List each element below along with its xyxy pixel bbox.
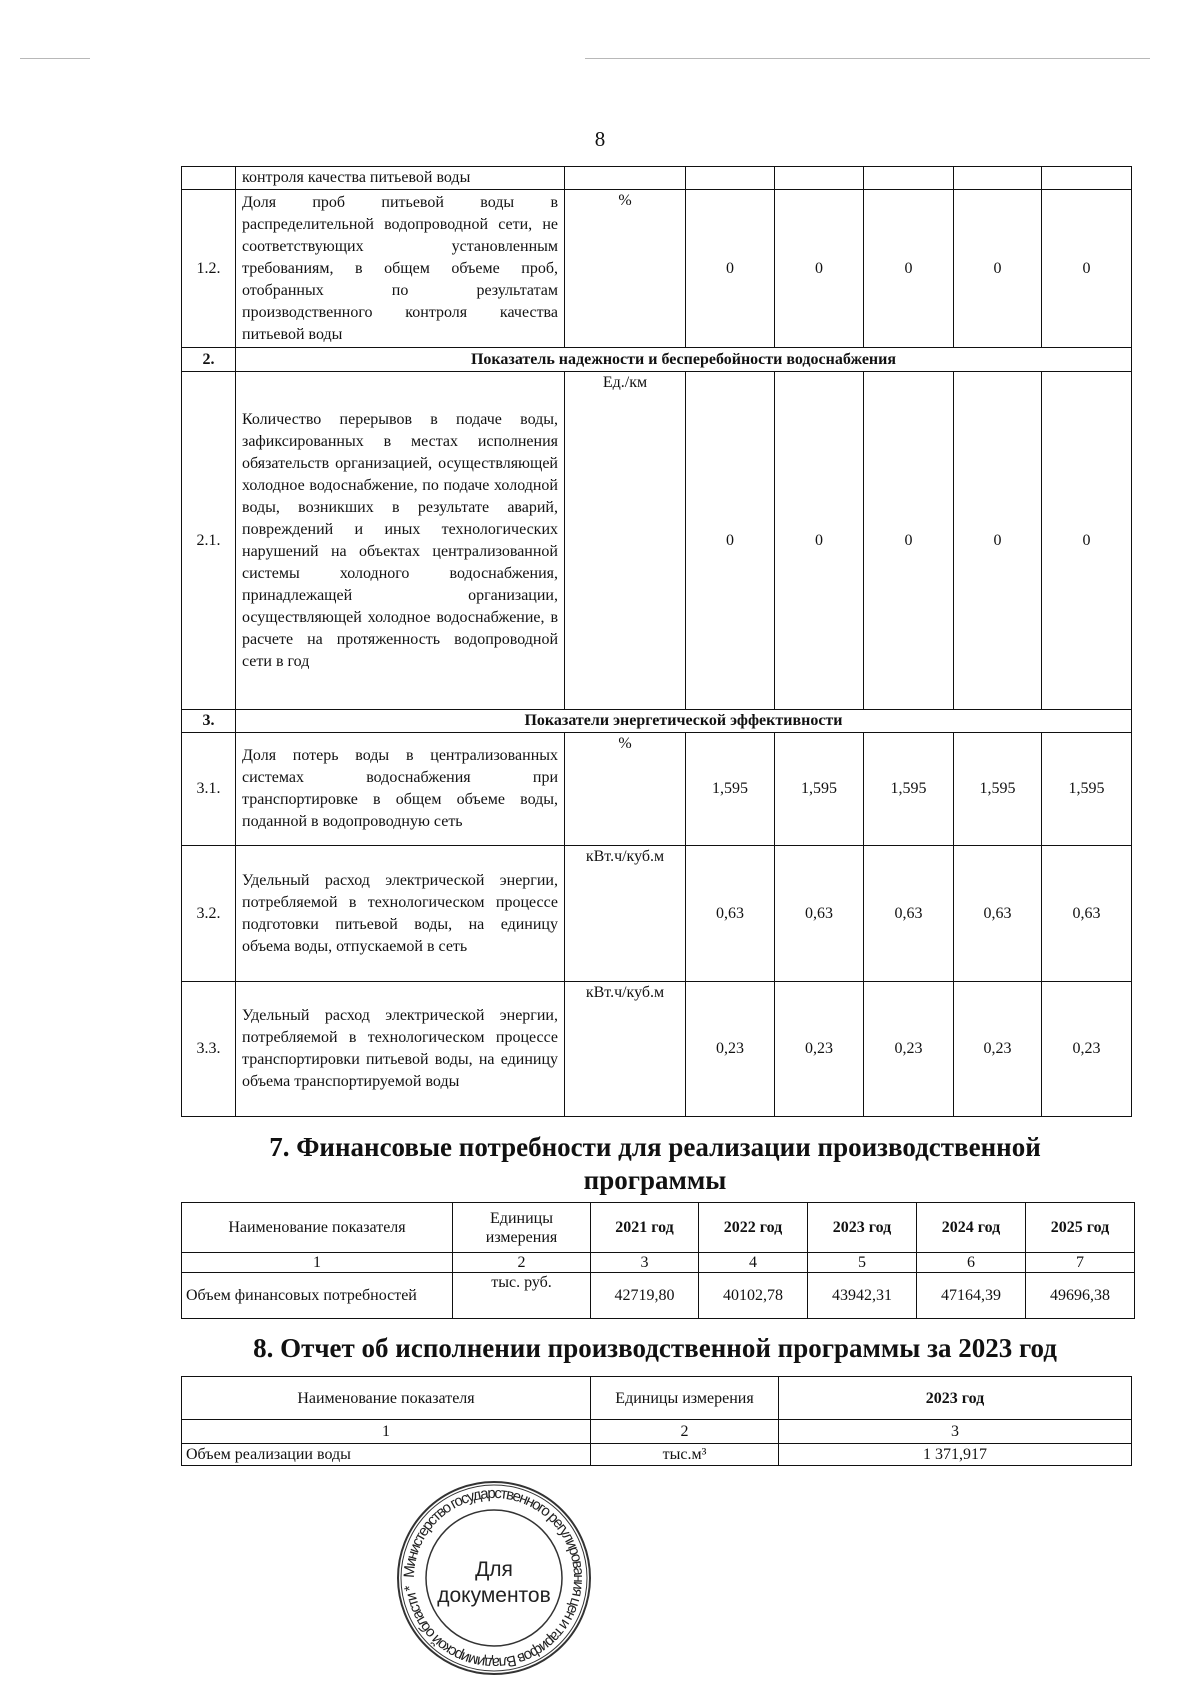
unit: %	[565, 190, 686, 348]
scan-artifact	[585, 58, 1150, 59]
value-cell: 0,23	[954, 982, 1042, 1117]
value-cell: 0	[954, 190, 1042, 348]
value-cell	[686, 167, 775, 190]
stamp-ring-text: Министерство государственного регулирования цен и тарифов Владимирской области *	[400, 1484, 588, 1672]
section-title: Показатель надежности и бесперебойности водоснабжения	[236, 348, 1132, 372]
indicator-description: контроля качества питьевой воды	[236, 167, 565, 190]
header-2024: 2024 год	[917, 1203, 1026, 1253]
value-cell: 0	[686, 372, 775, 710]
value-cell: 0	[686, 190, 775, 348]
section-row	[182, 710, 1132, 733]
table-row	[182, 167, 1132, 190]
value-cell: 0,63	[686, 846, 775, 982]
value-cell: 1,595	[1042, 733, 1132, 846]
unit: кВт.ч/куб.м	[565, 846, 686, 982]
table-row	[182, 846, 1132, 982]
value-cell: 1,595	[686, 733, 775, 846]
program-report-table	[181, 1376, 1132, 1466]
value-cell: 0	[864, 372, 954, 710]
value-cell: 0,63	[1042, 846, 1132, 982]
value-cell: 0,63	[775, 846, 864, 982]
value-cell: 0	[954, 372, 1042, 710]
indicator-description: Доля потерь воды в централизованных системах водоснабжения при транспортировке в общем объеме воды, поданной в водопроводную сеть	[236, 733, 565, 846]
row-number: 1.2.	[182, 190, 236, 348]
header-name: Наименование показателя	[182, 1203, 453, 1253]
value-cell	[954, 167, 1042, 190]
col-number: 1	[182, 1253, 453, 1273]
unit: Ед./км	[565, 372, 686, 710]
table-row	[182, 190, 1132, 348]
value-2023: 1 371,917	[779, 1444, 1132, 1466]
unit: кВт.ч/куб.м	[565, 982, 686, 1117]
financial-needs-table	[181, 1202, 1135, 1319]
row-number: 2.1.	[182, 372, 236, 710]
header-2022: 2022 год	[699, 1203, 808, 1253]
section-7-title-line1: 7. Финансовые потребности для реализации производственной	[269, 1132, 1041, 1162]
table-row	[182, 982, 1132, 1117]
value-cell: 0,23	[686, 982, 775, 1117]
row-unit: тыс.м³	[591, 1444, 779, 1466]
value-cell: 0	[1042, 372, 1132, 710]
header-2021: 2021 год	[591, 1203, 699, 1253]
col-number: 3	[779, 1420, 1132, 1444]
col-number: 5	[808, 1253, 917, 1273]
value-2023: 43942,31	[808, 1273, 917, 1319]
header-name: Наименование показателя	[182, 1377, 591, 1420]
table-row	[182, 372, 1132, 710]
value-cell: 0	[775, 190, 864, 348]
value-cell: 1,595	[954, 733, 1042, 846]
indicator-description: Количество перерывов в подаче воды, зафиксированных в местах исполнения обязательств организацией, осуществляющей холодное водоснабжение, по подаче холодной воды, возникших в результате аварий, повреждений и иных технологических нарушений на объектах централизованной системы холодного водоснабжения, принадлежащей организации, осуществляющей холодное водоснабжение, в расчете на протяженность водопроводной сети в год	[236, 372, 565, 710]
row-unit: тыс. руб.	[453, 1273, 591, 1319]
scan-artifact	[20, 58, 90, 59]
section-number: 2.	[182, 348, 236, 372]
row-number: 3.2.	[182, 846, 236, 982]
stamp-center-line1: Для	[475, 1558, 513, 1581]
col-number: 4	[699, 1253, 808, 1273]
value-cell: 0,23	[1042, 982, 1132, 1117]
value-cell: 0,63	[864, 846, 954, 982]
section-number: 3.	[182, 710, 236, 733]
table-row	[182, 733, 1132, 846]
value-cell	[1042, 167, 1132, 190]
indicator-description: Доля проб питьевой воды в распределительной водопроводной сети, не соответствующих установленным требованиям, в общем объеме проб, отобранных по результатам производственного контроля качества питьевой воды	[236, 190, 565, 348]
col-number: 7	[1026, 1253, 1135, 1273]
unit: %	[565, 733, 686, 846]
col-number: 6	[917, 1253, 1026, 1273]
section-8-title: 8. Отчет об исполнении производственной программы за 2023 год	[253, 1333, 1057, 1363]
value-cell: 0	[775, 372, 864, 710]
value-2024: 47164,39	[917, 1273, 1026, 1319]
unit	[565, 167, 686, 190]
stamp-center-line2: документов	[437, 1584, 551, 1607]
header-unit: Единицы измерения	[453, 1203, 591, 1253]
col-number: 2	[453, 1253, 591, 1273]
value-cell	[864, 167, 954, 190]
col-number: 3	[591, 1253, 699, 1273]
value-cell: 0	[1042, 190, 1132, 348]
header-unit: Единицы измерения	[591, 1377, 779, 1420]
header-2023: 2023 год	[808, 1203, 917, 1253]
value-2025: 49696,38	[1026, 1273, 1135, 1319]
section-row	[182, 348, 1132, 372]
page-number: 8	[594, 127, 606, 151]
value-2022: 40102,78	[699, 1273, 808, 1319]
value-cell: 0,63	[954, 846, 1042, 982]
section-7-title-line2: программы	[583, 1165, 727, 1195]
value-cell	[775, 167, 864, 190]
indicator-description: Удельный расход электрической энергии, потребляемой в технологическом процессе транспортировки питьевой воды, на единицу объема транспортируемой воды	[236, 982, 565, 1117]
row-number: 3.1.	[182, 733, 236, 846]
row-name: Объем финансовых потребностей	[182, 1273, 453, 1319]
col-number: 1	[182, 1420, 591, 1444]
indicators-table	[181, 166, 1132, 1117]
row-name: Объем реализации воды	[182, 1444, 591, 1466]
row-number: 3.3.	[182, 982, 236, 1117]
value-2021: 42719,80	[591, 1273, 699, 1319]
header-2025: 2025 год	[1026, 1203, 1135, 1253]
col-number: 2	[591, 1420, 779, 1444]
value-cell: 0	[864, 190, 954, 348]
official-stamp	[394, 1478, 594, 1678]
value-cell: 0,23	[864, 982, 954, 1117]
value-cell: 1,595	[775, 733, 864, 846]
value-cell: 0,23	[775, 982, 864, 1117]
header-2023: 2023 год	[779, 1377, 1132, 1420]
row-number	[182, 167, 236, 190]
section-7-title	[180, 1131, 1130, 1197]
section-title: Показатели энергетической эффективности	[236, 710, 1132, 733]
value-cell: 1,595	[864, 733, 954, 846]
indicator-description: Удельный расход электрической энергии, потребляемой в технологическом процессе подготовки питьевой воды, на единицу объема воды, отпускаемой в сеть	[236, 846, 565, 982]
